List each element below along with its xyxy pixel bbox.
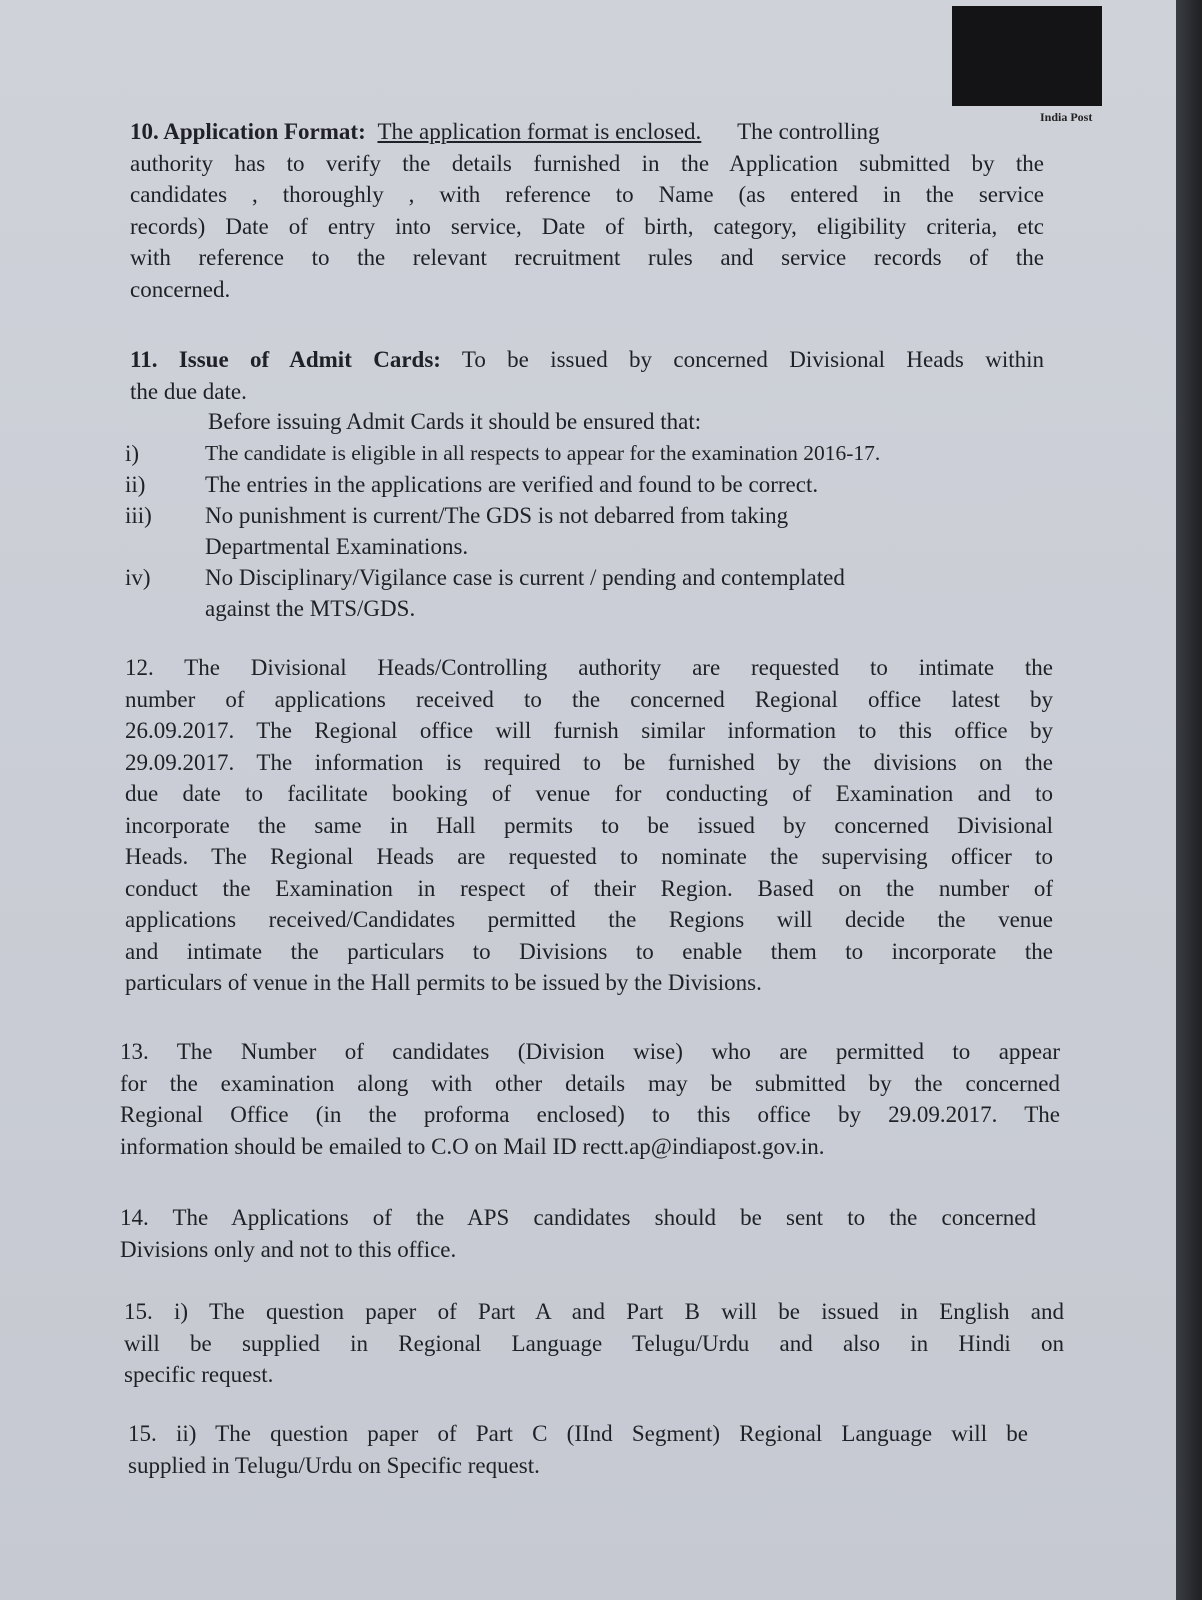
section-13 [120,1036,1060,1162]
section-12-line: number of applications received to the concerned Regional office latest by [125,686,1053,712]
section-10-heading: 10. Application Format: [130,119,366,144]
checklist-item-text: Departmental Examinations. [205,534,469,559]
section-12-line: 26.09.2017. The Regional office will furnish similar information to this office by [125,718,1053,743]
checklist-item-number: i) [125,441,140,466]
checklist-item-number: iii) [125,503,152,528]
section-10-line: records) Date of entry into service, Date of birth, category, eligibility criteria, etc [130,213,1044,239]
checklist-item-text: The entries in the applications are verified and found to be correct. [205,472,819,497]
checklist-item [125,500,1025,562]
section-12-line: incorporate the same in Hall permits to be issued by concerned Divisional [125,812,1053,838]
section-15-i [124,1296,1064,1391]
section-10-line: concerned. [130,276,231,302]
section-15-ii-line: supplied in Telugu/Urdu on Specific request. [128,1452,540,1478]
section-12 [125,652,1053,999]
section-14-line: 14. The Applications of the APS candidates should be sent to the concerned [120,1205,1036,1230]
checklist-item [125,469,1025,500]
section-11 [130,344,1044,407]
section-15-ii-line: 15. ii) The question paper of Part C (IInd Segment) Regional Language will be [128,1421,1028,1446]
section-12-line: 29.09.2017. The information is required to be furnished by the divisions on the [125,749,1053,775]
checklist-item [125,438,1025,469]
logo-redacted-block [952,6,1102,106]
section-12-line: 12. The Divisional Heads/Controlling authority are requested to intimate the [125,655,1053,680]
checklist-item-text: The candidate is eligible in all respects to appear for the examination 2016-17. [205,441,881,465]
section-14-line: Divisions only and not to this office. [120,1236,457,1262]
section-10-line: authority has to verify the details furnished in the Application submitted by the [130,150,1044,176]
section-15-ii [128,1418,1028,1481]
section-10-line-1-tail: The controlling [737,119,880,144]
checklist-item-text: No punishment is current/The GDS is not debarred from taking [205,503,789,528]
checklist-item-text: against the MTS/GDS. [205,596,416,621]
section-13-line: information should be emailed to C.O on Mail ID rectt.ap@indiapost.gov.in. [120,1133,825,1159]
section-13-line: Regional Office (in the proforma enclosed) to this office by 29.09.2017. The [120,1102,1060,1127]
page-edge-shadow [1176,0,1202,1600]
section-11-line: the due date. [130,378,247,404]
section-11-heading: 11. Issue of Admit Cards: [130,347,441,372]
section-12-line: applications received/Candidates permitted the Regions will decide the venue [125,907,1053,932]
section-12-line: particulars of venue in the Hall permits to be issued by the Divisions. [125,970,762,995]
section-14 [120,1202,1036,1265]
section-11-checklist [125,438,1025,624]
section-15-i-line: 15. i) The question paper of Part A and Part B will be issued in English and [124,1299,1064,1324]
section-13-line: for the examination along with other details may be submitted by the concerned [120,1070,1060,1096]
section-12-line: and intimate the particulars to Divisions to enable them to incorporate the [125,938,1053,964]
section-12-line: due date to facilitate booking of venue for conducting of Examination and to [125,781,1053,806]
section-15-i-line: will be supplied in Regional Language Telugu/Urdu and also in Hindi on [124,1330,1064,1356]
section-10-line: candidates , thoroughly , with reference to Name (as entered in the service [130,182,1044,207]
logo-caption: India Post [1040,110,1093,124]
checklist-item [125,562,1025,624]
section-13-line: 13. The Number of candidates (Division wise) who are permitted to appear [120,1039,1060,1064]
section-15-i-line: specific request. [124,1362,274,1387]
section-11-line-1-tail: To be issued by concerned Divisional Heads within [461,347,1045,372]
section-12-line: conduct the Examination in respect of their Region. Based on the number of [125,875,1053,901]
checklist-item-text: No Disciplinary/Vigilance case is current / pending and contemplated [205,565,845,590]
section-12-line: Heads. The Regional Heads are requested to nominate the supervising officer to [125,844,1053,869]
section-10-underlined-text: The application format is enclosed. [377,119,702,144]
section-10-line-1 [130,116,1044,148]
checklist-item-number: ii) [125,472,146,497]
section-10 [130,116,1044,305]
section-11-line-1 [130,344,1044,376]
section-10-line: with reference to the relevant recruitment rules and service records of the [130,245,1044,270]
section-11-intro: Before issuing Admit Cards it should be ensured that: [208,409,702,434]
checklist-item-number: iv) [125,565,151,590]
